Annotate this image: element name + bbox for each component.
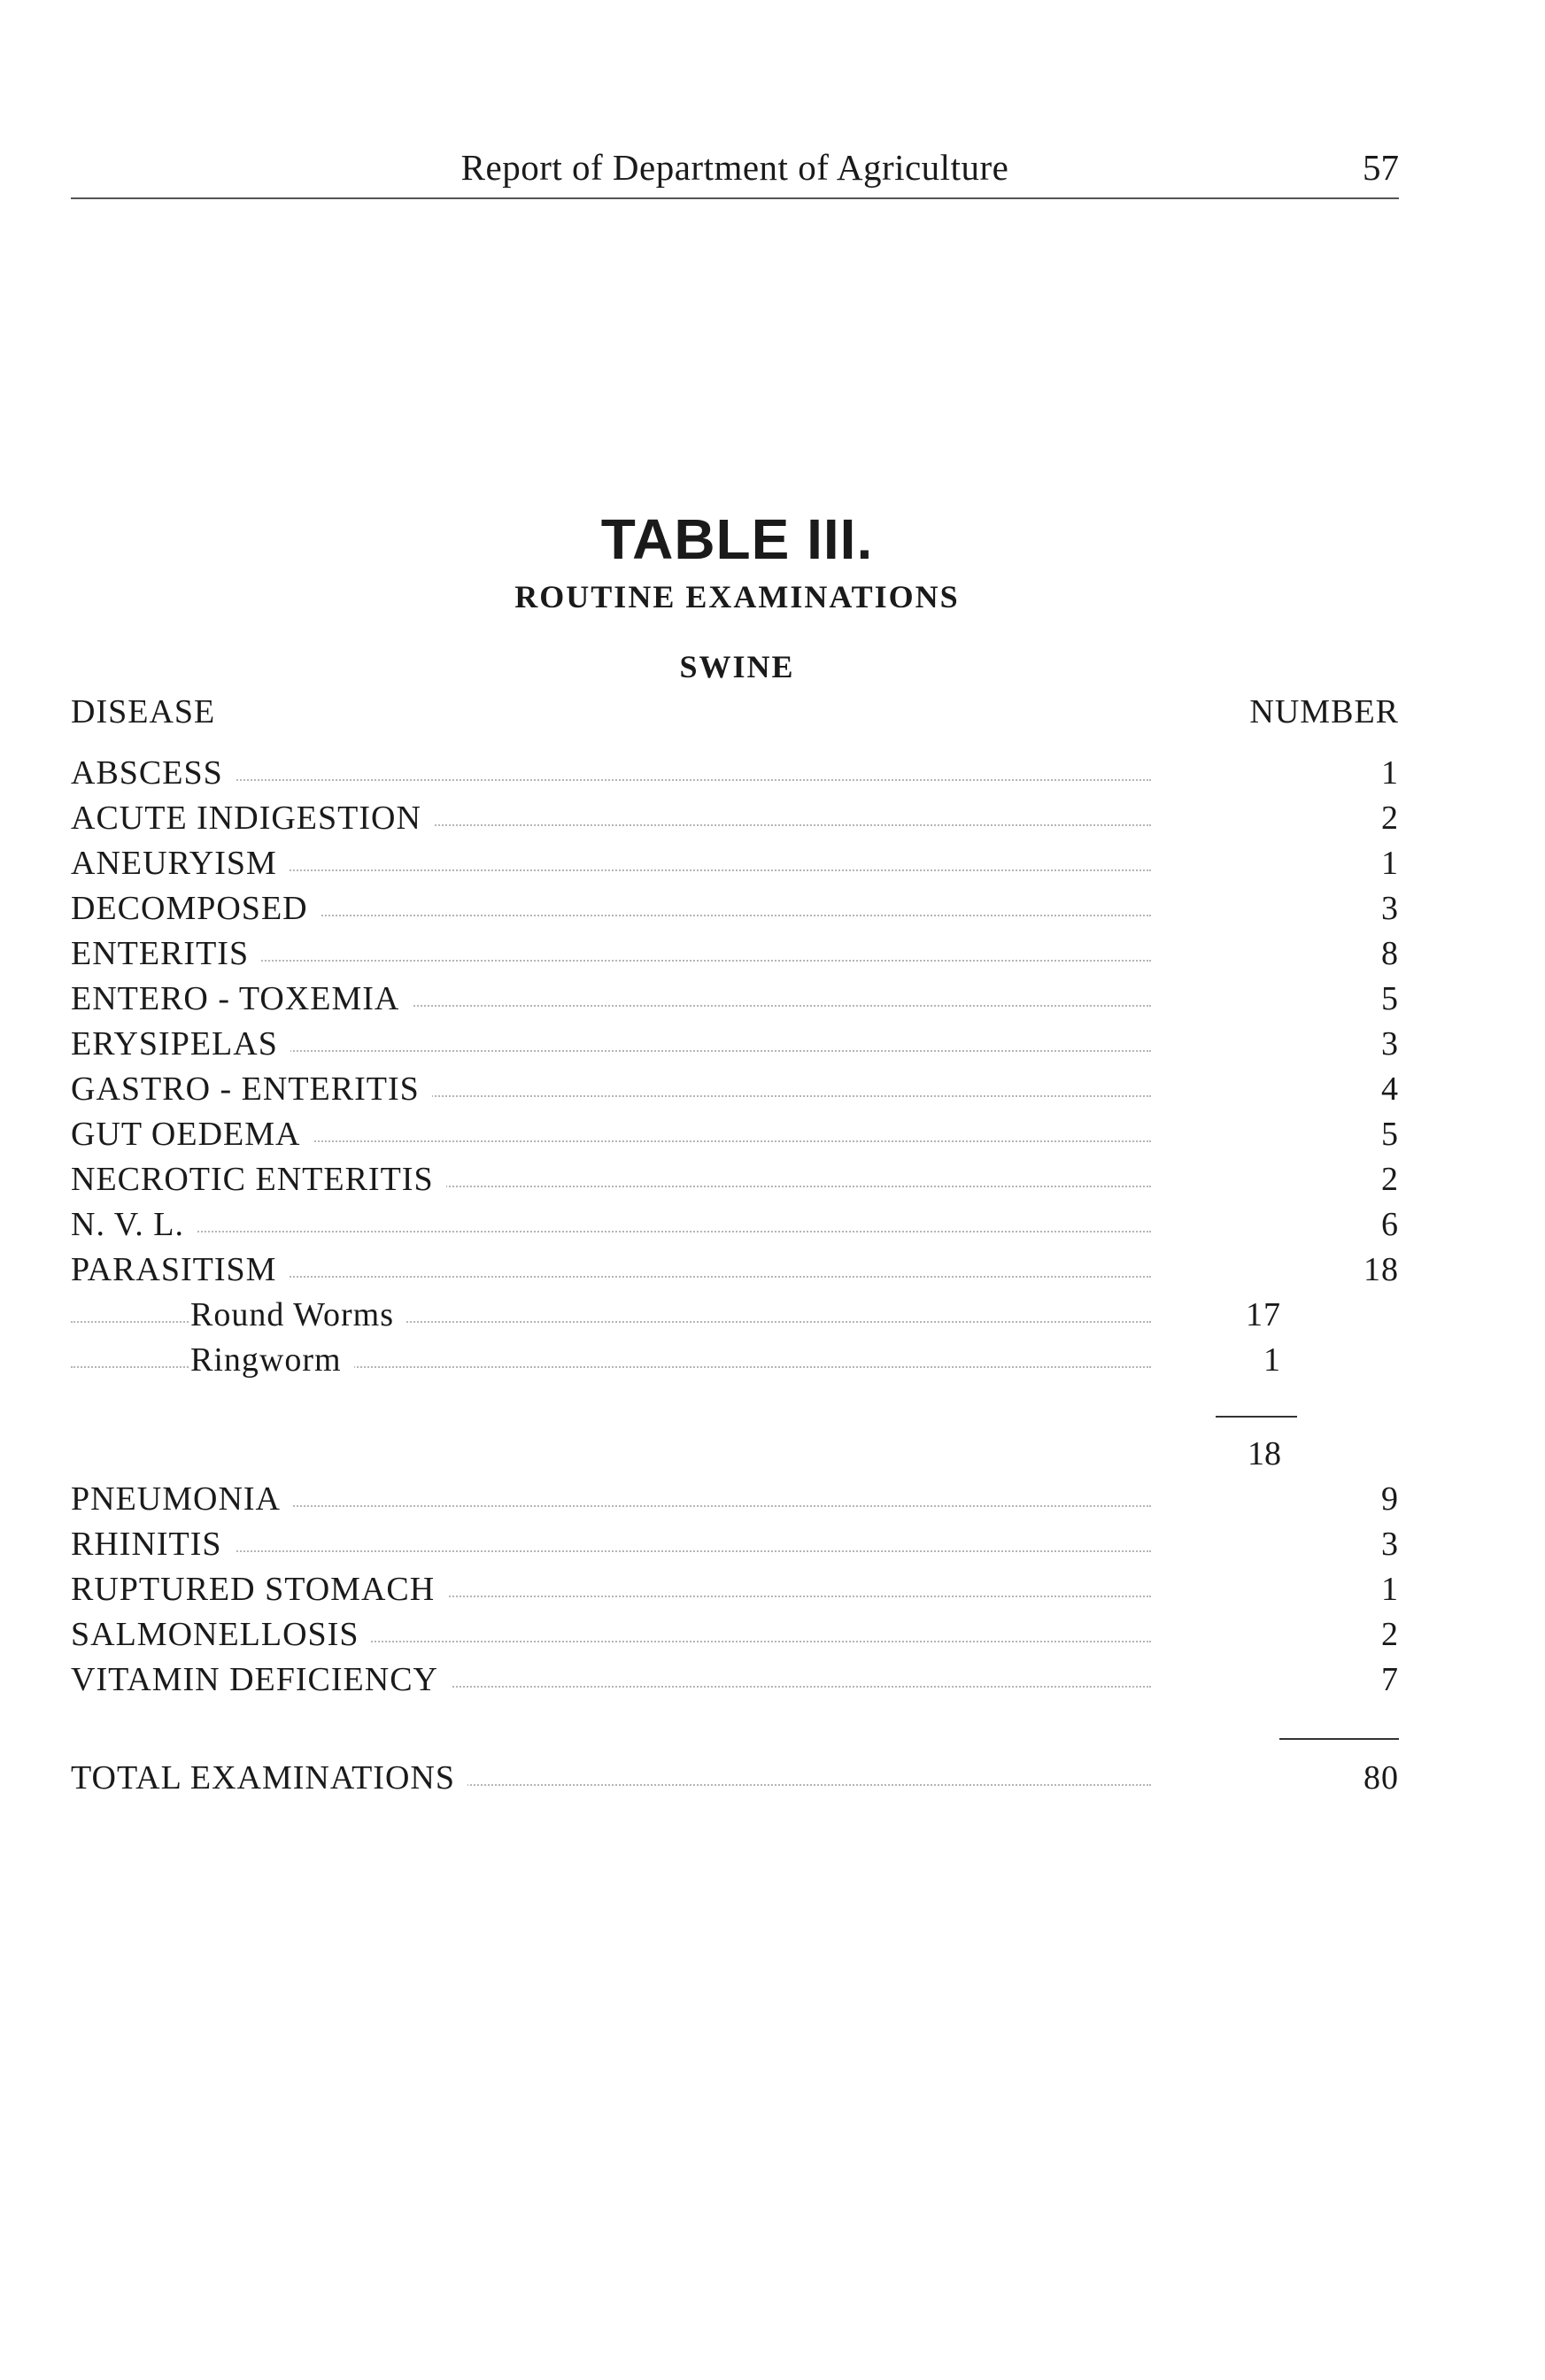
disease-name: GUT OEDEMA	[71, 1112, 313, 1157]
table-row	[71, 1477, 1399, 1522]
disease-count: 3	[1381, 1025, 1399, 1062]
table-category: SWINE	[679, 649, 795, 684]
subtotal-rule	[71, 1383, 1399, 1432]
rule-line	[1279, 1738, 1399, 1740]
sub-row	[71, 1293, 1399, 1338]
page-number: 57	[1363, 147, 1399, 188]
disease-count: 3	[1381, 890, 1399, 927]
table-row	[71, 931, 1399, 977]
total-rule	[71, 1703, 1399, 1756]
parasitism-subtotal: 18	[1248, 1435, 1281, 1472]
total-value: 80	[1363, 1759, 1399, 1797]
sub-item-count: 17	[1246, 1296, 1281, 1333]
sub-row	[71, 1338, 1399, 1383]
table-row	[71, 751, 1399, 796]
disease-name: RHINITIS	[71, 1522, 235, 1567]
disease-name: PARASITISM	[71, 1248, 289, 1293]
disease-count: 8	[1381, 935, 1399, 972]
disease-count: 1	[1381, 754, 1399, 792]
disease-name: ABSCESS	[71, 751, 236, 796]
table-subtitle: ROUTINE EXAMINATIONS	[514, 579, 960, 614]
disease-name: ENTERITIS	[71, 931, 261, 977]
header-rule	[71, 197, 1399, 199]
table-row	[71, 841, 1399, 886]
disease-count: 9	[1381, 1480, 1399, 1518]
sub-item-count: 1	[1263, 1341, 1281, 1379]
disease-count: 1	[1381, 1571, 1399, 1608]
disease-count: 2	[1381, 800, 1399, 837]
table-row	[71, 977, 1399, 1022]
sub-item-name: Ringworm	[190, 1338, 354, 1383]
table-row	[71, 1112, 1399, 1157]
disease-count: 2	[1381, 1161, 1399, 1198]
table-row	[71, 1157, 1399, 1202]
table-row	[71, 1658, 1399, 1703]
table-row	[71, 1612, 1399, 1658]
disease-count: 7	[1381, 1661, 1399, 1698]
total-label: TOTAL EXAMINATIONS	[71, 1756, 467, 1801]
table-row	[71, 1022, 1399, 1067]
disease-name: GASTRO - ENTERITIS	[71, 1067, 432, 1112]
total-row	[71, 1756, 1399, 1801]
disease-count: 3	[1381, 1526, 1399, 1563]
disease-name: ERYSIPELAS	[71, 1022, 290, 1067]
subtotal-row	[71, 1432, 1399, 1477]
running-title: Report of Department of Agriculture	[460, 147, 1009, 188]
disease-count: 2	[1381, 1616, 1399, 1653]
disease-name: DECOMPOSED	[71, 886, 321, 931]
table-row	[71, 1567, 1399, 1612]
disease-count: 1	[1381, 845, 1399, 882]
disease-name: ANEURYISM	[71, 841, 290, 886]
disease-count: 5	[1381, 1116, 1399, 1153]
disease-name: ACUTE INDIGESTION	[71, 796, 434, 841]
disease-name: N. V. L.	[71, 1202, 197, 1248]
rule-line	[1216, 1416, 1297, 1418]
table-row	[71, 886, 1399, 931]
table-row	[71, 796, 1399, 841]
disease-name: ENTERO - TOXEMIA	[71, 977, 412, 1022]
column-header-disease: DISEASE	[71, 693, 216, 730]
disease-name: VITAMIN DEFICIENCY	[71, 1658, 451, 1703]
sub-item-name: Round Worms	[190, 1293, 406, 1338]
table-row	[71, 1522, 1399, 1567]
table-title: TABLE III.	[600, 507, 874, 571]
disease-name: NECROTIC ENTERITIS	[71, 1157, 446, 1202]
disease-count: 4	[1381, 1070, 1399, 1108]
running-head	[71, 146, 1399, 190]
table-row	[71, 1067, 1399, 1112]
disease-table	[71, 751, 1399, 1801]
disease-name: RUPTURED STOMACH	[71, 1567, 447, 1612]
table-row	[71, 1248, 1399, 1293]
table-row	[71, 1202, 1399, 1248]
column-header-number: NUMBER	[1249, 693, 1399, 730]
disease-name: SALMONELLOSIS	[71, 1612, 371, 1658]
disease-count: 18	[1363, 1251, 1399, 1288]
disease-count: 6	[1381, 1206, 1399, 1243]
dot-leader	[71, 1231, 1151, 1232]
disease-name: PNEUMONIA	[71, 1477, 293, 1522]
disease-count: 5	[1381, 980, 1399, 1017]
